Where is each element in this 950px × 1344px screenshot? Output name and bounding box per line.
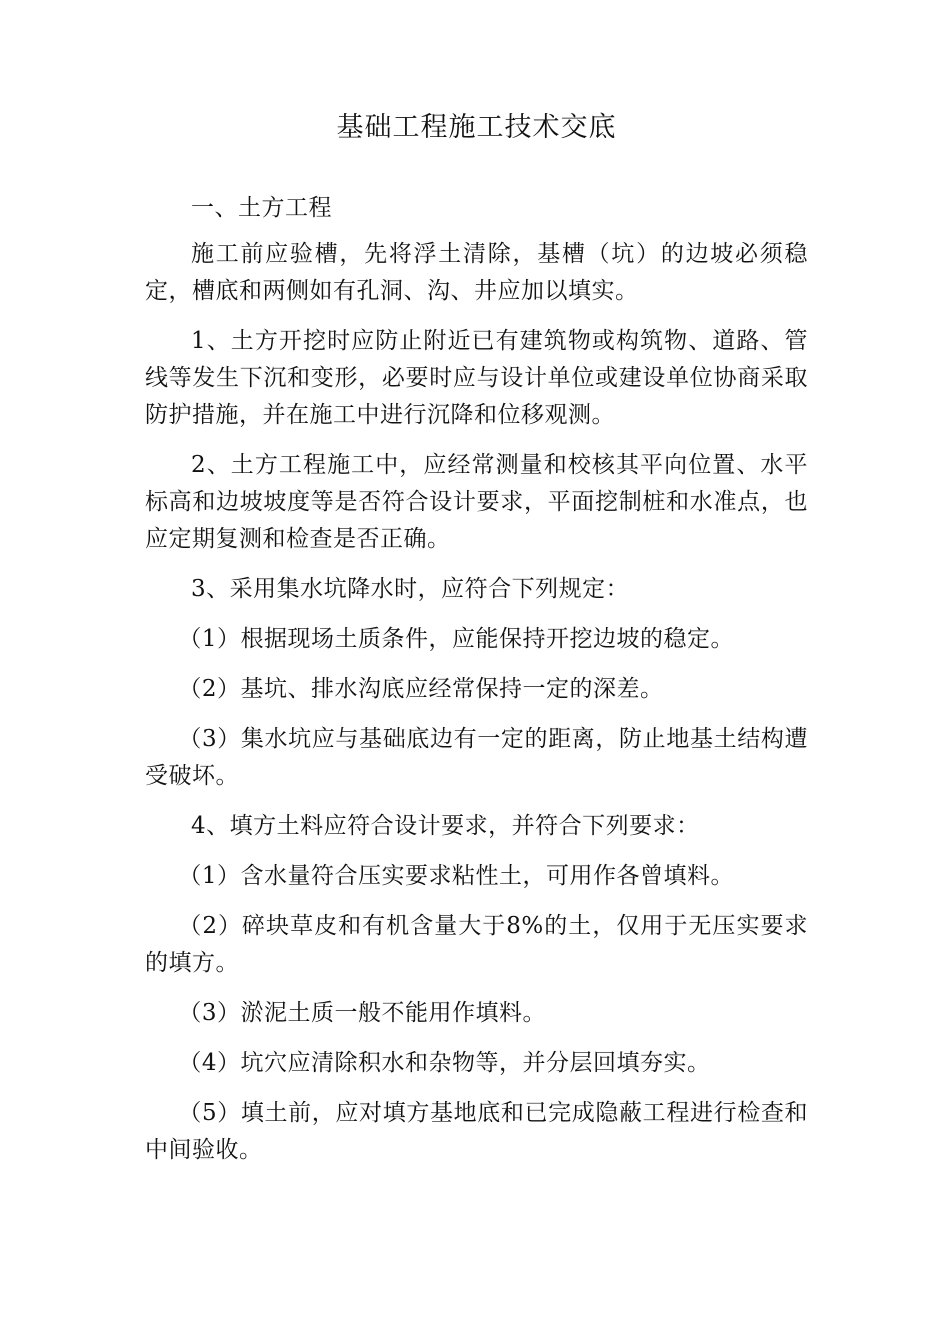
document-body <box>145 190 808 1169</box>
paragraph-item-4-sub-2: （2）碎块草皮和有机含量大于8%的土，仅用于无压实要求的填方。 <box>145 913 808 976</box>
paragraph-item-1: 1、土方开挖时应防止附近已有建筑物或构筑物、道路、管线等发生下沉和变形，必要时应与设计单位或建设单位协商采取防护措施，并在施工中进行沉降和位移观测。 <box>145 328 808 428</box>
paragraph-item-4-sub-3: （3）淤泥土质一般不能用作填料。 <box>178 1000 546 1026</box>
paragraph-item-3-sub-3: （3）集水坑应与基础底边有一定的距离，防止地基土结构遭受破坏。 <box>145 726 808 789</box>
paragraph-item-4-sub-1: （1）含水量符合压实要求粘性土，可用作各曾填料。 <box>178 863 734 889</box>
paragraph-item-4-sub-4: （4）坑穴应清除积水和杂物等，并分层回填夯实。 <box>178 1050 711 1076</box>
paragraph-item-3-sub-1: （1）根据现场土质条件，应能保持开挖边坡的稳定。 <box>178 626 734 652</box>
paragraph-item-2: 2、土方工程施工中，应经常测量和校核其平向位置、水平标高和边坡坡度等是否符合设计要求，平面挖制桩和水准点，也应定期复测和检查是否正确。 <box>145 452 808 552</box>
section-heading-earthwork: 一、土方工程 <box>191 195 332 221</box>
paragraph-item-4: 4、填方土料应符合设计要求，并符合下列要求： <box>191 813 700 839</box>
document-title: 基础工程施工技术交底 <box>336 112 617 143</box>
paragraph-item-3-sub-2: （2）基坑、排水沟底应经常保持一定的深差。 <box>178 676 664 702</box>
paragraph-intro: 施工前应验槽，先将浮土清除，基槽（坑）的边坡必须稳定，槽底和两侧如有孔洞、沟、井应加以填实。 <box>145 241 808 304</box>
paragraph-item-3: 3、采用集水坑降水时，应符合下列规定： <box>191 576 630 602</box>
paragraph-item-4-sub-5: （5）填土前，应对填方基地底和已完成隐蔽工程进行检查和中间验收。 <box>145 1100 808 1163</box>
